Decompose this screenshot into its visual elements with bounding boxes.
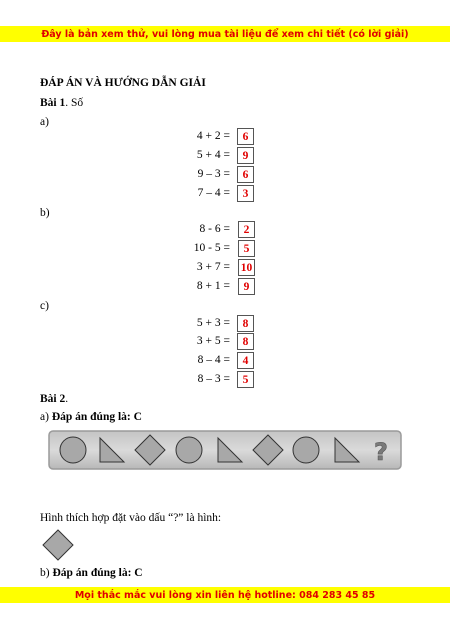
answer-box-a1: 6	[237, 128, 254, 145]
exercise-2b-prefix: b)	[40, 567, 53, 579]
exercise-1-title	[40, 96, 83, 110]
exercise-2b-answer-text: Đáp án đúng là: C	[52, 567, 143, 579]
exercise-2b-answer	[40, 566, 143, 580]
equation-a4: 7 – 4 =	[197, 187, 230, 199]
answer-box-c1: 8	[237, 315, 254, 332]
answer-box-a2: 9	[237, 147, 254, 164]
exercise-2a-answer	[40, 410, 142, 424]
exercise-2-title	[40, 392, 68, 406]
part-a-label: a)	[40, 116, 49, 128]
answer-box-c2: 8	[237, 333, 254, 350]
equation-a3: 9 – 3 =	[197, 168, 230, 180]
answer-box-a4: 3	[237, 185, 254, 202]
question-mark-icon: ?	[374, 438, 388, 466]
answer-box-a3: 6	[237, 166, 254, 183]
preview-banner: Đây là bản xem thử, vui lòng mua tài liệu để xem chi tiết (có lời giải)	[0, 26, 450, 42]
circle-icon	[60, 437, 86, 463]
equation-b4: 8 + 1 =	[196, 280, 230, 292]
equation-b2: 10 - 5 =	[193, 242, 230, 254]
equation-c2: 3 + 5 =	[196, 335, 230, 347]
exercise-1-label: Bài 1	[40, 97, 66, 109]
answer-box-b3: 10	[238, 259, 255, 276]
answer-box-b4: 9	[238, 278, 255, 295]
equation-a2: 5 + 4 =	[196, 149, 230, 161]
equation-c3: 8 – 4 =	[197, 354, 230, 366]
circle-icon	[293, 437, 319, 463]
hotline-banner: Mọi thắc mắc vui lòng xin liên hệ hotline: 084 283 45 85	[0, 587, 450, 603]
shape-sequence-strip	[48, 430, 402, 470]
exercise-2a-answer-text: Đáp án đúng là: C	[51, 411, 142, 423]
exercise-2-label: Bài 2	[40, 393, 66, 405]
answer-box-b2: 5	[238, 240, 255, 257]
answer-box-b1: 2	[238, 221, 255, 238]
instruction-text: Hình thích hợp đặt vào dấu “?” là hình:	[40, 512, 222, 524]
equation-b1: 8 - 6 =	[199, 223, 230, 235]
exercise-1-topic: . Số	[65, 97, 84, 109]
part-b-label: b)	[40, 207, 50, 219]
answer-box-c3: 4	[237, 352, 254, 369]
equation-b3: 3 + 7 =	[196, 261, 230, 273]
equation-c1: 5 + 3 =	[196, 317, 230, 329]
answer-shape	[40, 527, 76, 563]
answer-box-c4: 5	[237, 371, 254, 388]
circle-icon	[176, 437, 202, 463]
exercise-2-period: .	[65, 393, 69, 405]
part-c-label: c)	[40, 300, 49, 312]
exercise-2a-prefix: a)	[40, 411, 52, 423]
equation-c4: 8 – 3 =	[197, 373, 230, 385]
equation-a1: 4 + 2 =	[196, 130, 230, 142]
diamond-icon	[43, 530, 73, 560]
page-heading: ĐÁP ÁN VÀ HƯỚNG DẪN GIẢI	[40, 77, 206, 89]
